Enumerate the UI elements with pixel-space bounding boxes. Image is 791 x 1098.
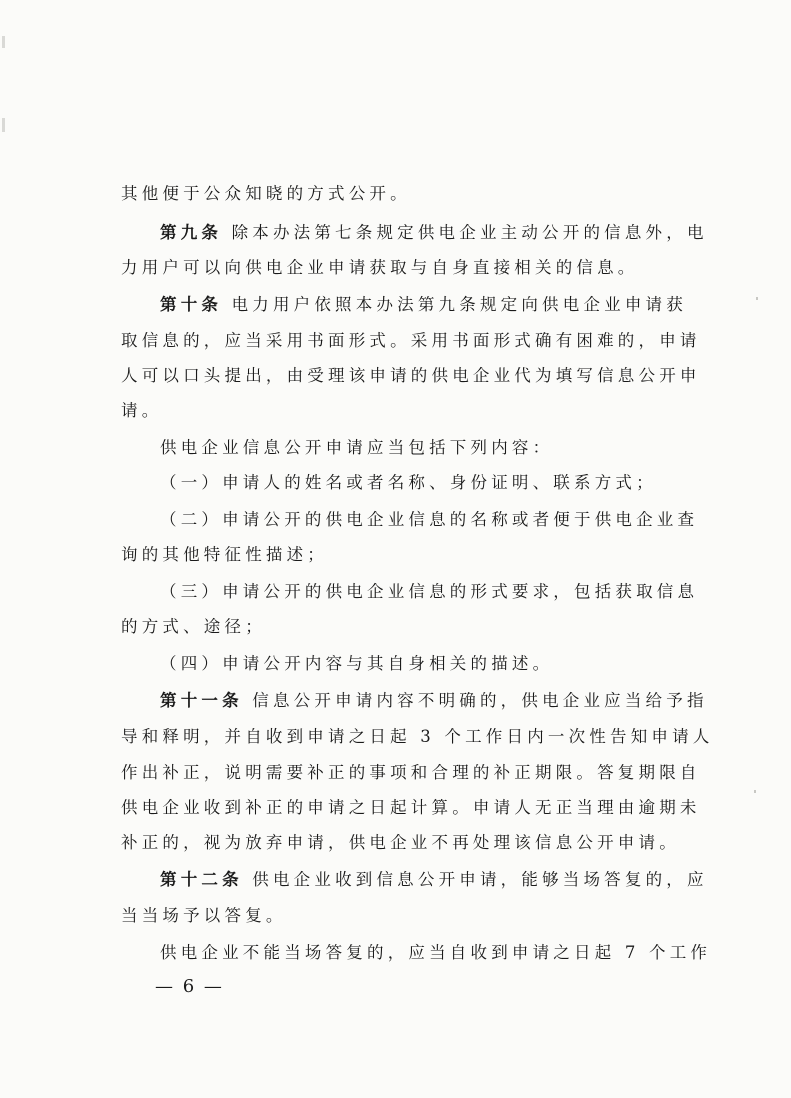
body-line: 请。	[121, 401, 163, 420]
body-line: 当当场予以答复。	[121, 906, 287, 925]
article-heading: 第十条	[160, 295, 223, 314]
body-line: 作出补正，说明需要补正的事项和合理的补正期限。答复期限自	[121, 763, 701, 782]
body-text: 信息公开申请内容不明确的，供电企业应当给予指	[252, 691, 708, 710]
article-line	[160, 221, 708, 245]
list-item-line: （二）申请公开的供电企业信息的名称或者便于供电企业查	[160, 510, 699, 529]
article-heading: 第九条	[160, 223, 223, 242]
body-line: 询的其他特征性描述；	[121, 545, 328, 564]
article-heading: 第十二条	[160, 870, 243, 889]
body-line: 导和释明，并自收到申请之日起 3 个工作日内一次性告知申请人	[121, 727, 714, 746]
page-number: — 6 —	[155, 976, 224, 997]
body-line: 力用户可以向供电企业申请获取与自身直接相关的信息。	[121, 258, 639, 277]
body-text: 电力用户依照本办法第九条规定向供电企业申请获	[231, 295, 687, 314]
list-item-line: （三）申请公开的供电企业信息的形式要求，包括获取信息	[160, 582, 699, 601]
article-line	[160, 868, 708, 892]
article-line	[160, 689, 708, 713]
body-line: 其他便于公众知晓的方式公开。	[121, 184, 411, 203]
body-line: 供电企业信息公开申请应当包括下列内容：	[160, 438, 554, 457]
article-heading: 第十一条	[160, 691, 243, 710]
body-line: 补正的，视为放弃申请，供电企业不再处理该信息公开申请。	[121, 833, 680, 852]
body-text: 供电企业收到信息公开申请，能够当场答复的，应	[252, 870, 708, 889]
list-item-line: （一）申请人的姓名或者名称、身份证明、联系方式；	[160, 473, 657, 492]
article-line	[160, 293, 687, 317]
body-line: 供电企业收到补正的申请之日起计算。申请人无正当理由逾期未	[121, 798, 701, 817]
body-line: 的方式、途径；	[121, 617, 266, 636]
scan-edge-mark	[2, 118, 5, 132]
scan-speck	[756, 297, 758, 300]
body-line: 供电企业不能当场答复的，应当自收到申请之日起 7 个工作	[160, 943, 712, 962]
body-text: 除本办法第七条规定供电企业主动公开的信息外，电	[231, 223, 708, 242]
scan-edge-mark	[2, 36, 5, 48]
body-line: 取信息的，应当采用书面形式。采用书面形式确有困难的，申请	[121, 331, 701, 350]
body-line: 人可以口头提出，由受理该申请的供电企业代为填写信息公开申	[121, 366, 701, 385]
scan-speck	[754, 790, 756, 793]
list-item-line: （四）申请公开内容与其自身相关的描述。	[160, 654, 554, 673]
